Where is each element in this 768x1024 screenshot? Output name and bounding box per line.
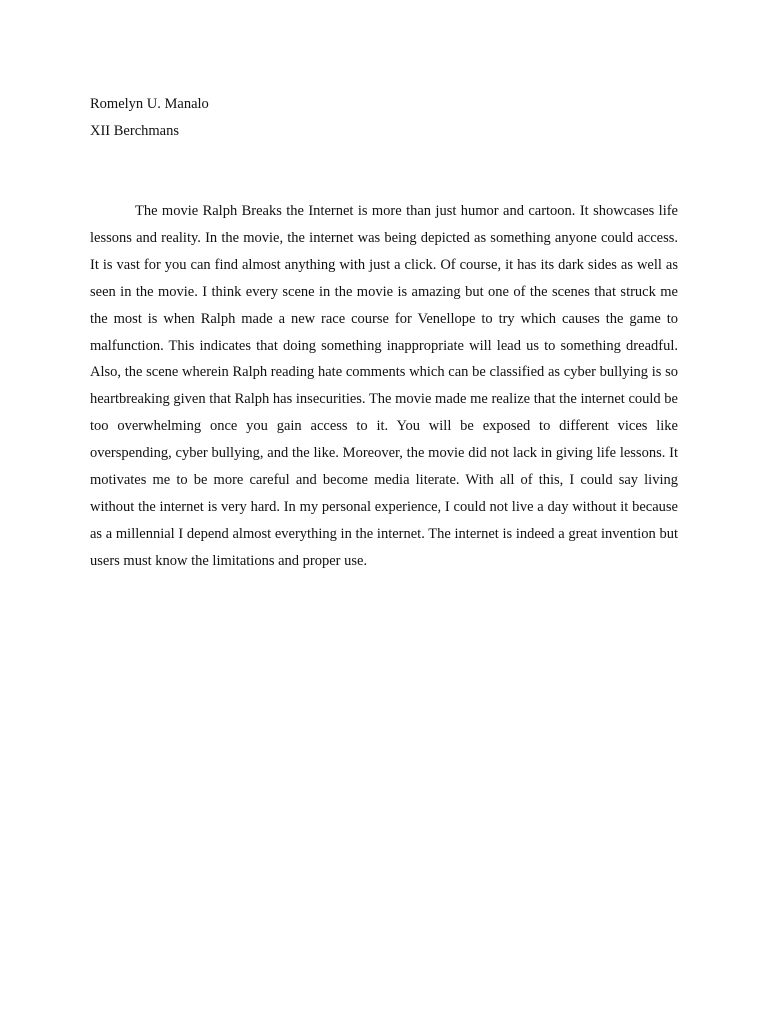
essay-paragraph: The movie Ralph Breaks the Internet is more than just humor and cartoon. It showcases life lessons and reality. In the movie, the internet was being depicted as something anyone could access. It is vast for you can find almost anything with just a click. Of course, it has its dark sides as well as seen in the movie. I think every scene in the movie is amazing but one of the scenes that struck me the most is when Ralph made a new race course for Venellope to try which causes the game to malfunction. This indicates that doing something inappropriate will lead us to something dreadful. Also, the scene wherein Ralph reading hate comments which can be classified as cyber bullying is so heartbreaking given that Ralph has insecurities. The movie made me realize that the internet could be too overwhelming once you gain access to it. You will be exposed to different vices like overspending, cyber bullying, and the like. Moreover, the movie did not lack in giving life lessons. It motivates me to be more careful and become media literate. With all of this, I could say living without the internet is very hard. In my personal experience, I could not live a day without it because as a millennial I depend almost everything in the internet. The internet is indeed a great invention but users must know the limitations and proper use. xyxy=(90,203,678,569)
document-header xyxy=(90,91,209,145)
author-name: Romelyn U. Manalo xyxy=(90,96,209,112)
class-section: XII Berchmans xyxy=(90,123,179,139)
